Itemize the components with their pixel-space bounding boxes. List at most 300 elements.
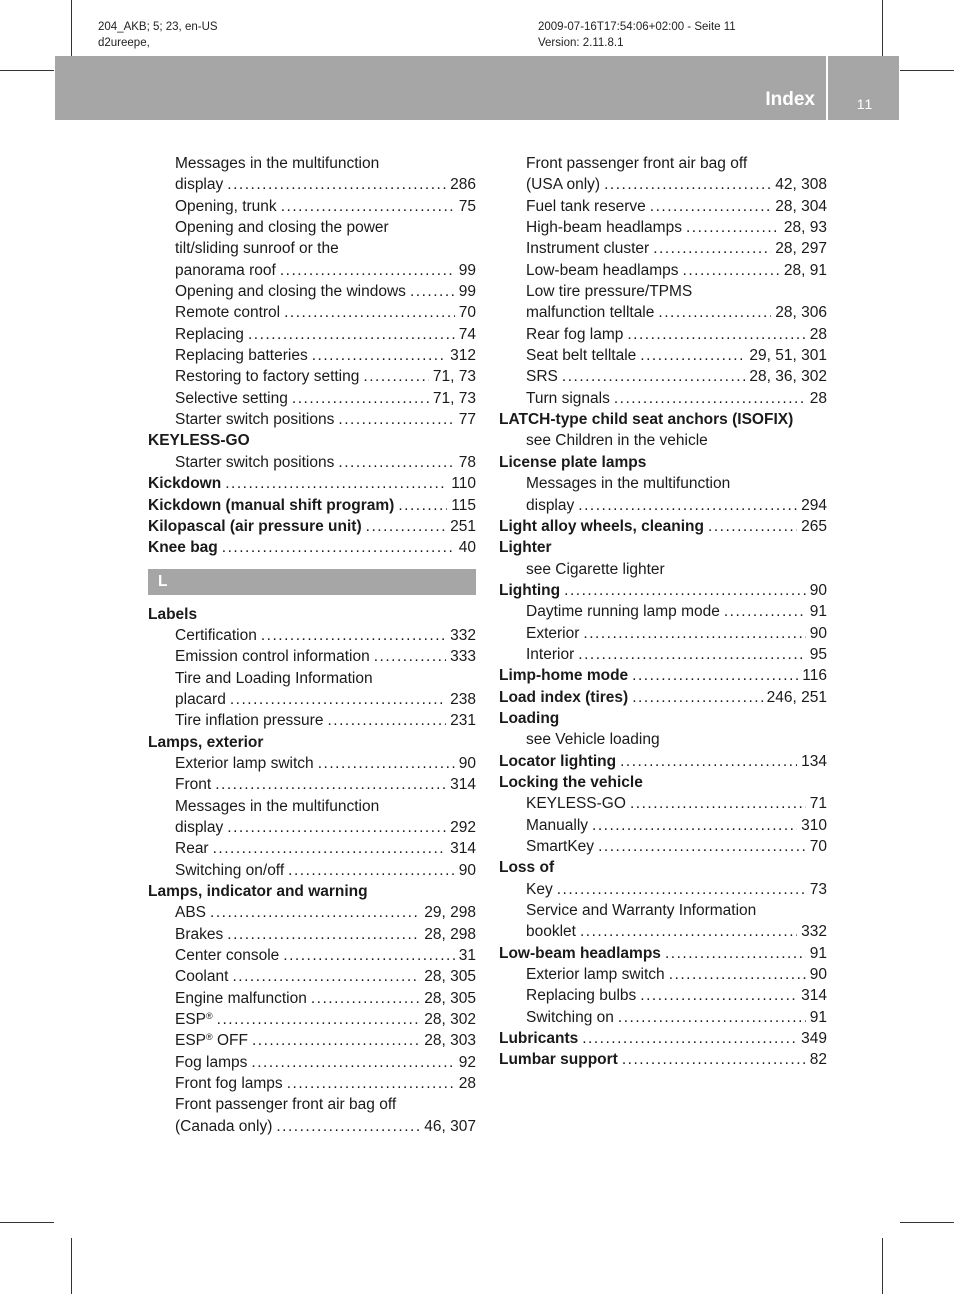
entry-term	[526, 366, 558, 387]
crop-mark-bottom-left-horizontal	[0, 1222, 54, 1223]
entry-term-text: Selective setting	[175, 389, 288, 407]
entry-term-text: Kilopascal (air pressure unit)	[148, 517, 362, 535]
entry-term-text: Messages in the multifunction	[175, 155, 380, 172]
dot-leader	[580, 921, 797, 942]
entry-term-text: booklet	[526, 923, 576, 941]
entry-term-text: Replacing batteries	[175, 347, 308, 365]
entry-term-text: Replacing	[175, 325, 244, 343]
entry-term-text: Switching on	[526, 1008, 614, 1026]
entry-term	[499, 665, 628, 686]
page-reference: 28	[809, 325, 827, 343]
dot-leader	[592, 815, 797, 836]
index-entry	[499, 665, 827, 686]
dot-leader	[312, 345, 446, 366]
entry-term	[175, 988, 307, 1009]
entry-term-text: Remote control	[175, 304, 281, 322]
index-subentry	[499, 345, 827, 366]
entry-term	[175, 1073, 283, 1094]
dot-leader	[724, 601, 806, 622]
index-subentry	[148, 710, 476, 731]
entry-term-text: Kickdown (manual shift program)	[148, 496, 395, 514]
index-subentry	[148, 345, 476, 366]
index-subentry	[148, 668, 476, 689]
entry-term	[526, 815, 588, 836]
page-reference: 265	[801, 517, 827, 535]
dot-leader	[622, 1049, 806, 1070]
registered-mark: ®	[206, 1032, 213, 1043]
entry-term	[175, 388, 288, 409]
entry-term-text: Restoring to factory setting	[175, 368, 360, 386]
page-reference: 115	[451, 496, 476, 514]
entry-term	[175, 966, 228, 987]
entry-term	[526, 879, 553, 900]
entry-term	[148, 604, 197, 625]
entry-term-text: Opening and closing the windows	[175, 283, 406, 301]
index-subentry	[148, 774, 476, 795]
page-reference: 28, 305	[424, 968, 476, 986]
entry-term	[175, 945, 279, 966]
index-subentry	[148, 388, 476, 409]
dot-leader	[327, 710, 446, 731]
dot-leader	[232, 966, 420, 987]
entry-term-text: Front	[175, 776, 212, 794]
section-letter: L	[158, 572, 168, 590]
entry-term	[526, 836, 594, 857]
dot-leader	[284, 302, 455, 323]
index-subentry	[148, 260, 476, 281]
entry-term	[499, 751, 616, 772]
entry-term	[526, 196, 646, 217]
entry-term	[499, 409, 793, 430]
header-band	[55, 56, 899, 120]
entry-term-text: Low tire pressure/TPMS	[526, 283, 693, 301]
crop-mark-bottom-right-horizontal	[900, 1222, 954, 1223]
entry-term	[526, 1007, 614, 1028]
dot-leader	[632, 687, 762, 708]
entry-term-text: Load index (tires)	[499, 688, 629, 706]
dot-leader	[248, 324, 455, 345]
page-reference: 314	[450, 776, 476, 794]
entry-term	[526, 153, 747, 174]
dot-leader	[252, 1030, 420, 1051]
page-reference: 90	[809, 966, 827, 984]
entry-term-text: KEYLESS-GO	[526, 795, 626, 813]
entry-term-text: Service and Warranty Information	[526, 902, 757, 920]
dot-leader	[398, 495, 447, 516]
page-reference: 75	[458, 197, 476, 215]
index-entry	[148, 430, 476, 451]
entry-term-text: License plate lamps	[499, 453, 647, 471]
entry-term	[499, 516, 704, 537]
entry-term-text: Interior	[526, 645, 575, 663]
entry-term-text: ABS	[175, 904, 207, 922]
entry-term	[175, 217, 389, 238]
entry-term-text: Starter switch positions	[175, 411, 335, 429]
entry-term	[526, 302, 654, 323]
index-subentry	[499, 1007, 827, 1028]
index-subentry	[148, 452, 476, 473]
dot-leader	[374, 646, 446, 667]
index-subentry	[148, 753, 476, 774]
entry-term-text: malfunction telltale	[526, 304, 655, 322]
entry-term-text: Exterior lamp switch	[526, 966, 665, 984]
entry-term-text: Lighting	[499, 581, 561, 599]
dot-leader	[708, 516, 797, 537]
entry-term-text: Coolant	[175, 968, 229, 986]
page-reference: 28, 36, 302	[749, 368, 827, 386]
dot-leader	[281, 196, 455, 217]
dot-leader	[227, 924, 420, 945]
index-subentry	[499, 793, 827, 814]
crop-mark-top-right-vertical	[882, 0, 883, 56]
index-subentry	[148, 838, 476, 859]
entry-term	[175, 902, 206, 923]
entry-term	[175, 689, 226, 710]
page-reference: 90	[809, 624, 827, 642]
page-reference: 70	[809, 838, 827, 855]
entry-term	[499, 580, 560, 601]
entry-term-text: Fog lamps	[175, 1053, 248, 1071]
page-reference: 31	[458, 947, 476, 965]
index-subentry	[499, 729, 827, 750]
page-reference: 246, 251	[766, 688, 827, 706]
dot-leader	[564, 580, 806, 601]
entry-term	[499, 537, 552, 558]
dot-leader	[665, 943, 806, 964]
entry-term-text: see Children in the vehicle	[526, 432, 708, 450]
entry-term-text: Opening and closing the power	[175, 219, 389, 237]
index-subentry	[499, 153, 827, 174]
entry-term	[526, 964, 665, 985]
index-subentry	[148, 281, 476, 302]
index-subentry	[499, 623, 827, 644]
entry-term-text: placard	[175, 690, 226, 708]
entry-term	[526, 473, 730, 494]
entry-term-text: Center console	[175, 947, 280, 965]
index-entry	[148, 604, 476, 625]
page-reference: 70	[458, 304, 476, 322]
entry-term-text: Loss of	[499, 859, 555, 877]
dot-leader	[620, 751, 797, 772]
entry-term	[526, 623, 579, 644]
entry-term-text: Switching on/off	[175, 861, 285, 879]
index-entry	[148, 516, 476, 537]
index-subentry	[148, 988, 476, 1009]
entry-term-text: Front passenger front air bag off	[526, 155, 748, 172]
entry-term-text: High-beam headlamps	[526, 219, 682, 237]
page-reference: 77	[458, 411, 476, 429]
page-reference: 28, 305	[424, 989, 476, 1007]
entry-term	[526, 729, 660, 750]
page-reference: 46, 307	[424, 1117, 476, 1135]
entry-term	[526, 921, 576, 942]
page-reference: 28, 304	[775, 197, 827, 215]
entry-term-text: Kickdown	[148, 475, 222, 493]
page-number: 11	[856, 96, 874, 112]
print-meta-left	[98, 19, 218, 51]
index-subentry	[499, 815, 827, 836]
entry-term	[526, 495, 574, 516]
entry-term-text: ESP	[175, 1011, 207, 1029]
index-subentry	[499, 388, 827, 409]
dot-leader	[292, 388, 429, 409]
index-subentry	[148, 174, 476, 195]
entry-term-text: tilt/sliding sunroof or the	[175, 240, 339, 258]
entry-term	[526, 388, 610, 409]
page-reference: 99	[458, 283, 476, 301]
page-reference: 78	[458, 453, 476, 471]
index-subentry	[148, 1116, 476, 1137]
page-reference: 91	[809, 603, 827, 621]
crop-mark-bottom-right-vertical	[882, 1238, 883, 1294]
page-reference: 74	[458, 325, 476, 343]
section-header	[148, 569, 476, 595]
entry-term	[526, 559, 665, 580]
entry-term	[526, 793, 626, 814]
dot-leader	[222, 537, 455, 558]
page-reference: 28, 297	[775, 240, 827, 258]
entry-term-text: Locking the vehicle	[499, 773, 643, 791]
page-reference: 28, 298	[424, 925, 476, 943]
page-reference: 71, 73	[432, 368, 476, 386]
page-reference: 29, 51, 301	[749, 347, 827, 365]
index-entry	[499, 751, 827, 772]
page-title: Index	[765, 89, 815, 110]
entry-term	[175, 238, 339, 259]
entry-term	[526, 281, 692, 302]
index-entry	[499, 516, 827, 537]
entry-term-text: Knee bag	[148, 539, 218, 557]
page-reference: 294	[801, 496, 827, 514]
index-subentry	[499, 281, 827, 302]
index-subentry	[148, 945, 476, 966]
dot-leader	[338, 409, 454, 430]
index-entry	[148, 473, 476, 494]
entry-term-text: Lamps, exterior	[148, 733, 264, 751]
dot-leader	[227, 174, 446, 195]
entry-term	[175, 796, 379, 817]
entry-term-text: LATCH-type child seat anchors (ISOFIX)	[499, 411, 794, 429]
dot-leader	[338, 452, 454, 473]
index-entry	[499, 580, 827, 601]
index-subentry	[499, 366, 827, 387]
meta-user: d2ureepe,	[98, 37, 150, 49]
entry-term	[175, 710, 323, 731]
index-subentry	[148, 302, 476, 323]
dot-leader	[578, 644, 806, 665]
entry-term	[175, 153, 379, 174]
page-reference: 314	[450, 840, 476, 858]
dot-leader	[640, 985, 797, 1006]
dot-leader	[614, 388, 806, 409]
entry-term-text: see Cigarette lighter	[526, 560, 665, 578]
index-subentry	[499, 985, 827, 1006]
entry-term	[175, 281, 406, 302]
entry-term-text: Lumbar support	[499, 1051, 618, 1069]
index-subentry	[148, 625, 476, 646]
entry-term-text: Rear	[175, 840, 209, 858]
index-entry	[499, 857, 827, 878]
index-column-left	[148, 153, 476, 1137]
index-subentry	[148, 796, 476, 817]
dot-leader	[288, 860, 455, 881]
dot-leader	[640, 345, 745, 366]
entry-term	[499, 943, 661, 964]
entry-term-text: Limp-home mode	[499, 667, 629, 685]
entry-term-text: Labels	[148, 605, 198, 623]
registered-mark: ®	[206, 1011, 213, 1022]
page-reference: 71	[809, 795, 827, 813]
page-reference: 333	[450, 648, 476, 666]
dot-leader	[261, 625, 446, 646]
page-reference: 28, 91	[783, 261, 827, 279]
entry-term	[148, 430, 250, 451]
dot-leader	[683, 260, 780, 281]
entry-term	[175, 345, 308, 366]
index-entry	[499, 452, 827, 473]
index-entry	[148, 732, 476, 753]
page-reference: 251	[450, 517, 476, 535]
page-reference: 28, 306	[775, 304, 827, 322]
dot-leader	[598, 836, 806, 857]
entry-term	[526, 430, 708, 451]
index-subentry	[148, 324, 476, 345]
page-reference: 28	[458, 1075, 476, 1093]
entry-term	[148, 516, 362, 537]
page-reference: 238	[450, 690, 476, 708]
dot-leader	[210, 902, 420, 923]
dot-leader	[658, 302, 771, 323]
entry-term-text: display	[526, 496, 575, 514]
entry-term	[175, 753, 314, 774]
index-entry	[499, 1049, 827, 1070]
page-reference: 349	[801, 1030, 827, 1048]
entry-term	[175, 1030, 248, 1051]
dot-leader	[557, 879, 806, 900]
page-reference: 134	[801, 752, 827, 770]
entry-term-text: SRS	[526, 368, 558, 386]
dot-leader	[217, 1009, 421, 1030]
entry-term	[148, 732, 263, 753]
index-subentry	[148, 860, 476, 881]
page-reference: 91	[809, 1008, 827, 1026]
page-reference: 90	[809, 581, 827, 599]
index-subentry	[148, 902, 476, 923]
entry-term	[175, 174, 223, 195]
entry-term-suffix: OFF	[212, 1032, 248, 1050]
index-entry	[499, 943, 827, 964]
dot-leader	[669, 964, 806, 985]
entry-term-text: Rear fog lamp	[526, 325, 624, 343]
meta-version: Version: 2.11.8.1	[538, 37, 624, 49]
entry-term	[526, 238, 649, 259]
page-reference: 116	[802, 667, 827, 685]
index-subentry	[499, 174, 827, 195]
entry-term	[175, 924, 223, 945]
entry-term-text: Seat belt telltale	[526, 347, 637, 365]
index-subentry	[148, 966, 476, 987]
page-reference: 82	[809, 1051, 827, 1069]
entry-term-text: Exterior	[526, 624, 580, 642]
entry-term-text: Manually	[526, 816, 589, 834]
crop-mark-top-left-horizontal	[0, 70, 54, 71]
entry-term	[499, 857, 554, 878]
entry-term	[175, 452, 334, 473]
index-subentry	[148, 196, 476, 217]
page-reference: 292	[450, 818, 476, 836]
entry-term	[175, 860, 284, 881]
index-subentry	[499, 196, 827, 217]
entry-term-text: Turn signals	[526, 389, 610, 407]
entry-term-text: Brakes	[175, 925, 224, 943]
page-reference: 231	[450, 712, 476, 730]
index-subentry	[499, 601, 827, 622]
dot-leader	[280, 260, 455, 281]
entry-term-text: see Vehicle loading	[526, 731, 660, 749]
entry-term	[499, 1028, 578, 1049]
index-subentry	[148, 217, 476, 238]
entry-term-text: Low-beam headlamps	[499, 944, 661, 962]
entry-term-text: SmartKey	[526, 838, 595, 855]
page-reference: 99	[458, 261, 476, 279]
entry-term	[175, 625, 257, 646]
index-subentry	[499, 495, 827, 516]
dot-leader	[225, 473, 447, 494]
index-entry	[499, 772, 827, 793]
entry-term	[526, 345, 636, 366]
page-reference: 73	[809, 880, 827, 898]
page-reference: 310	[801, 816, 827, 834]
dot-leader	[283, 945, 454, 966]
index-subentry	[148, 1052, 476, 1073]
index-column-right	[499, 153, 827, 1071]
index-subentry	[148, 153, 476, 174]
page-reference: 92	[458, 1053, 476, 1071]
entry-term	[175, 1116, 272, 1137]
header-divider	[826, 56, 828, 120]
entry-term-text: KEYLESS-GO	[148, 432, 250, 450]
entry-term-text: Key	[526, 880, 553, 898]
entry-term-text: (USA only)	[526, 176, 601, 194]
entry-term-text: ESP	[175, 1032, 207, 1050]
index-subentry	[148, 366, 476, 387]
index-subentry	[499, 644, 827, 665]
dot-leader	[287, 1073, 455, 1094]
dot-leader	[653, 238, 771, 259]
index-entry	[499, 708, 827, 729]
entry-term	[175, 366, 359, 387]
entry-term	[499, 772, 643, 793]
index-subentry	[148, 689, 476, 710]
crop-mark-top-left-vertical	[71, 0, 72, 56]
entry-term-text: panorama roof	[175, 261, 276, 279]
entry-term-text: (Canada only)	[175, 1117, 273, 1135]
entry-term	[499, 687, 628, 708]
entry-term-text: Replacing bulbs	[526, 987, 637, 1005]
dot-leader	[213, 838, 447, 859]
index-entry	[499, 1028, 827, 1049]
entry-term	[148, 495, 394, 516]
entry-term	[499, 452, 646, 473]
entry-term-text: Tire and Loading Information	[175, 669, 373, 687]
entry-term-text: Lamps, indicator and warning	[148, 883, 368, 900]
dot-leader	[230, 689, 446, 710]
entry-term	[499, 1049, 618, 1070]
dot-leader	[630, 793, 806, 814]
index-subentry	[148, 924, 476, 945]
entry-term	[526, 174, 600, 195]
entry-term-text: display	[175, 818, 224, 836]
